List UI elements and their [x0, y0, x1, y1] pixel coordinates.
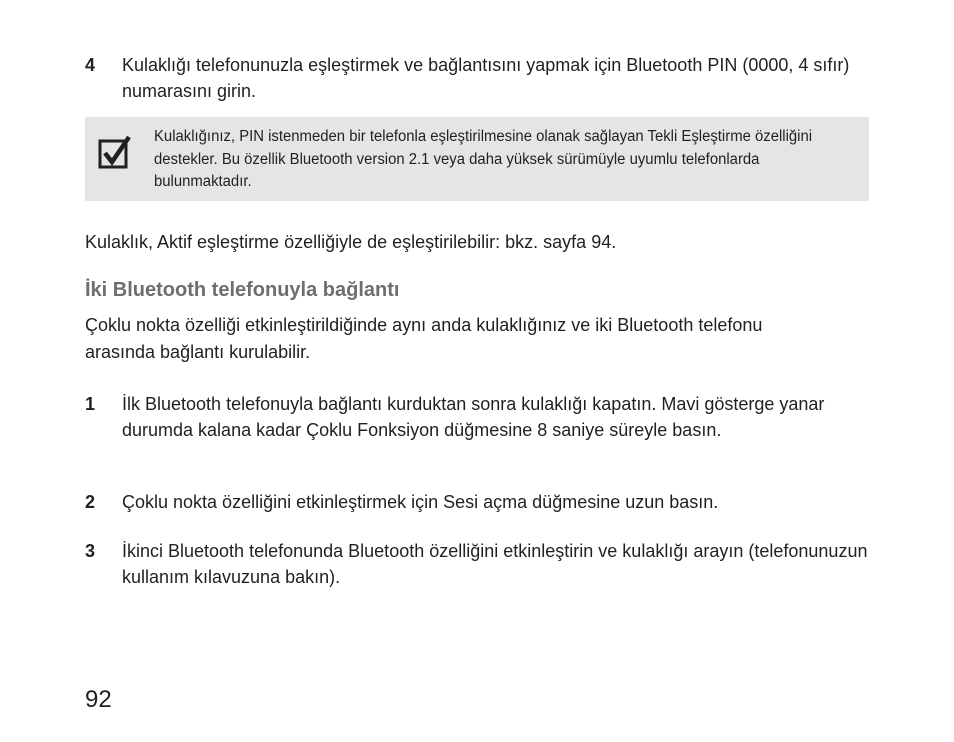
note-box [85, 117, 869, 201]
step-4 [85, 52, 875, 104]
step-number: 1 [85, 394, 96, 414]
step-2 [85, 489, 875, 515]
step-text: Çoklu nokta özelliğini etkinleştirmek için Sesi açma düğmesine uzun basın. [122, 492, 719, 512]
page-number: 92 [85, 686, 112, 713]
step-text: İkinci Bluetooth telefonunda Bluetooth özelliğini etkinleştirin ve kulaklığı arayın (telefonunuzun kullanım kılavuzuna bakın). [122, 541, 868, 587]
checkbox-check-icon [98, 135, 132, 169]
active-pairing-text: Kulaklık, Aktif eşleştirme özelliğiyle de eşleştirilebilir: bkz. sayfa 94. [85, 232, 617, 252]
section-intro: Çoklu nokta özelliği etkinleştirildiğinde aynı anda kulaklığınız ve iki Bluetooth telefonu arasında bağlantı kurulabilir. [85, 315, 763, 362]
step-number: 3 [85, 541, 96, 561]
step-3 [85, 538, 875, 590]
step-number: 2 [85, 492, 96, 512]
step-number: 4 [85, 55, 96, 75]
step-1 [85, 391, 825, 443]
step-text: Kulaklığı telefonunuzla eşleştirmek ve bağlantısını yapmak için Bluetooth PIN (0000, 4 sıfır) numarasını girin. [122, 55, 850, 101]
section-heading: İki Bluetooth telefonuyla bağlantı [85, 279, 400, 301]
note-text: Kulaklığınız, PIN istenmeden bir telefonla eşleştirilmesine olanak sağlayan Tekli Eşleştirme özelliğini destekler. Bu özellik Bluetooth version 2.1 veya daha yüksek sürümüyle uyumlu telefonlarda bulunmaktadır. [154, 128, 813, 190]
step-text: İlk Bluetooth telefonuyla bağlantı kurduktan sonra kulaklığı kapatın. Mavi gösterge yanar durumda kalana kadar Çoklu Fonksiyon düğmesine 8 saniye süreyle basın. [122, 394, 825, 440]
